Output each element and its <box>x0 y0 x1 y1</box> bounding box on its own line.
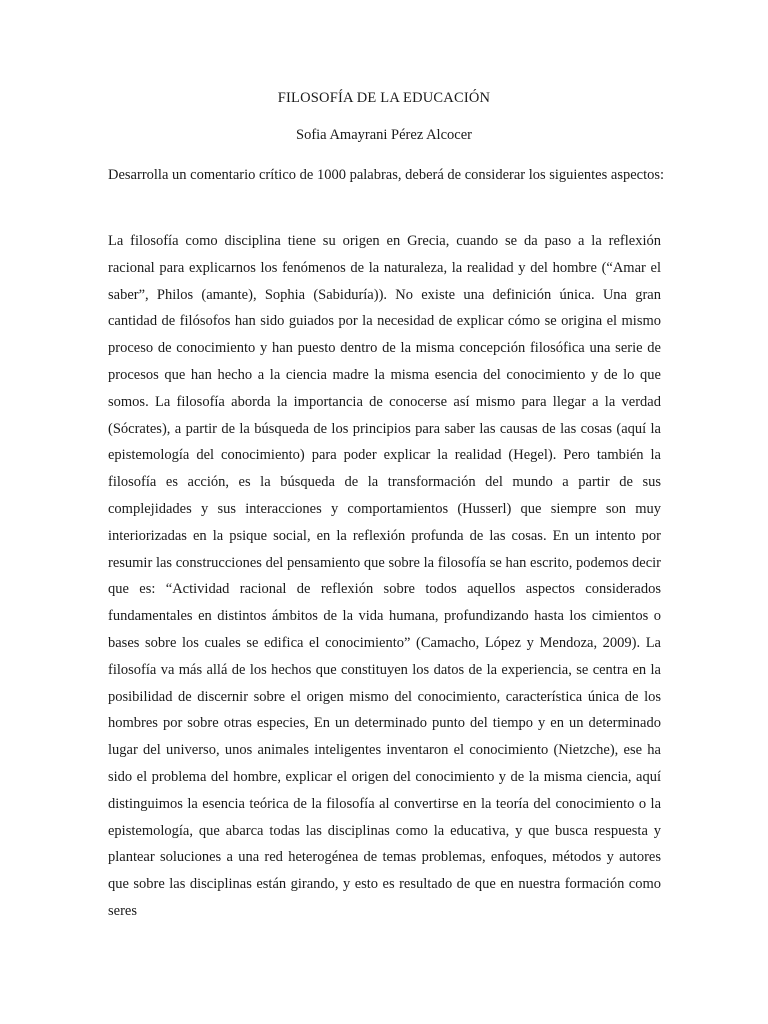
instruction-paragraph: Desarrolla un comentario crítico de 1000 palabras, deberá de considerar los siguientes aspectos: <box>108 167 665 183</box>
document-title: FILOSOFÍA DE LA EDUCACIÓN <box>277 90 491 106</box>
body-paragraph: La filosofía como disciplina tiene su origen en Grecia, cuando se da paso a la reflexión racional para explicarnos los fenómenos de la naturaleza, la realidad y del hombre (“Amar el saber”, Philos (amante), Sophia (Sabiduría)). No existe una definición única. Una gran cantidad de filósofos han sido guiados por la necesidad de explicar cómo se origina el mismo proceso de conocimiento y han puesto dentro de la misma concepción filosófica una serie de procesos que han hecho a la ciencia madre la misma esencia del conocimiento y de lo que somos. La filosofía aborda la importancia de conocerse así mismo para llegar a la verdad (Sócrates), a partir de la búsqueda de los principios para saber las causas de las cosas (aquí la epistemología del conocimiento) para poder explicar la realidad (Hegel). Pero también la filosofía es acción, es la búsqueda de la transformación del mundo a partir de sus complejidades y sus interacciones y comportamientos (Husserl) que siempre son muy interiorizadas en la psique social, en la reflexión profunda de las cosas. En un intento por resumir las construcciones del pensamiento que sobre la filosofía se han escrito, podemos decir que es: “Actividad racional de reflexión sobre todos aquellos aspectos considerados fundamentales en distintos ámbitos de la vida humana, profundizando hasta los cimientos o bases sobre los cuales se edifica el conocimiento” (Camacho, López y Mendoza, 2009). La filosofía va más allá de los hechos que constituyen los datos de la experiencia, se centra en la posibilidad de discernir sobre el origen mismo del conocimiento, característica única de los hombres por sobre otras especies, En un determinado punto del tiempo y en un determinado lugar del universo, unos animales inteligentes inventaron el conocimiento (Nietzche), ese ha sido el problema del hombre, explicar el origen del conocimiento y de la misma ciencia, aquí distinguimos la esencia teórica de la filosofía al convertirse en la teoría del conocimiento o la epistemología, que abarca todas las disciplinas como la educativa, y que busca respuesta y plantear soluciones a una red heterogénea de temas problemas, enfoques, métodos y autores que sobre las disciplinas están girando, y esto es resultado de que en nuestra formación como seres <box>108 233 661 919</box>
author-name: Sofia Amayrani Pérez Alcocer <box>296 127 472 143</box>
